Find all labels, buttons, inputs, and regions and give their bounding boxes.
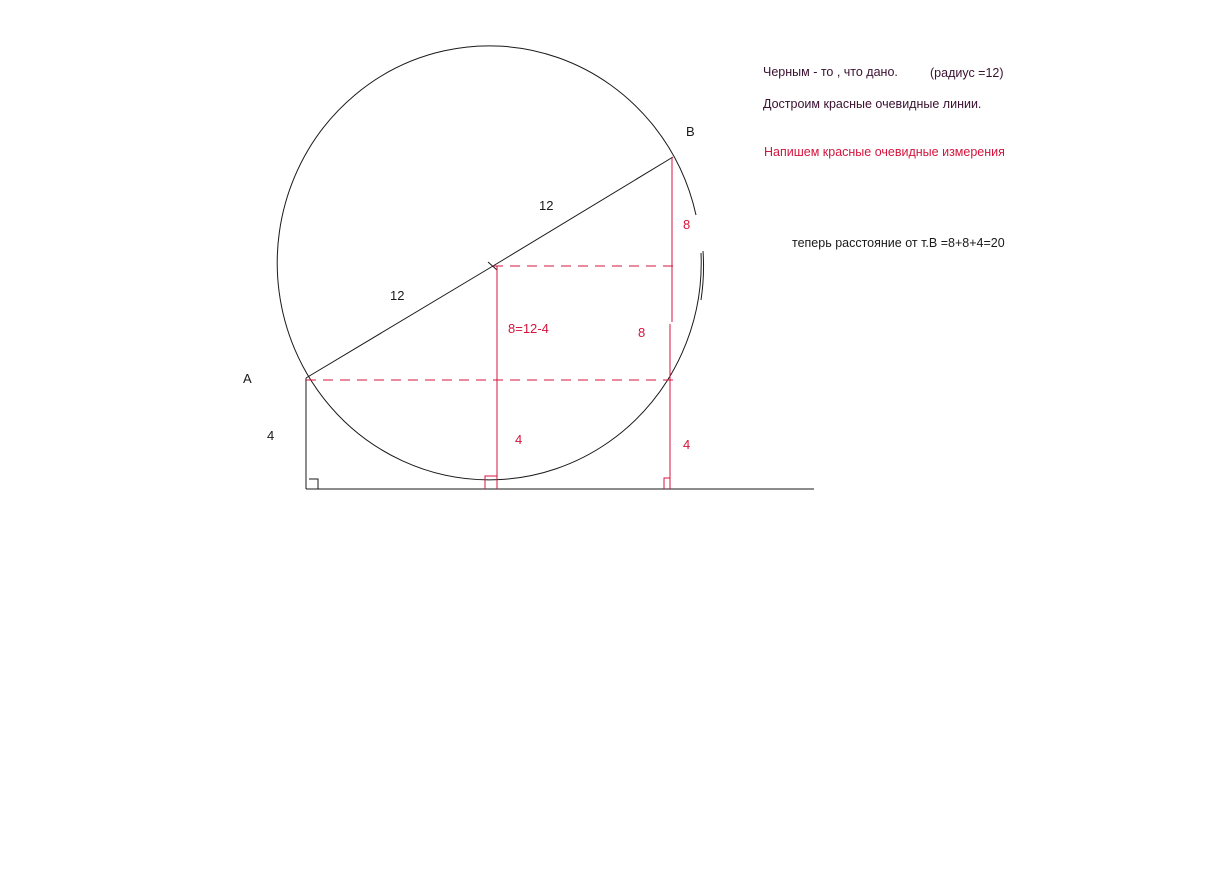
note-radius: (радиус =12) [930,66,1004,80]
center-vertical-label: 8=12-4 [508,321,549,336]
point-a-label: A [243,371,252,386]
note-result: теперь расстояние от т.В =8+8+4=20 [792,236,1005,250]
right-angle-mark-a [309,479,318,489]
given-labels [243,124,695,443]
chord-a-center [306,266,493,378]
b-bottom-segment-label: 4 [683,437,691,452]
chord-lower-length-label: 12 [390,288,405,303]
note-build-lines: Достроим красные очевидные линии. [763,97,982,111]
construction-elements [306,157,675,489]
right-angle-mark-b [664,478,670,489]
chord-upper-length-label: 12 [539,198,554,213]
point-b-label: B [686,124,695,139]
b-top-segment-label: 8 [683,217,691,232]
center-bottom-label: 4 [515,432,523,447]
right-angle-mark-center [485,476,497,489]
note-measurements: Напишем красные очевидные измерения [764,145,1005,159]
height-a-label: 4 [267,428,275,443]
construction-labels [508,217,690,452]
given-elements [277,46,814,489]
note-given: Черным - то , что дано. [763,65,898,79]
chord-center-b [493,157,673,266]
b-middle-segment-label: 8 [638,325,646,340]
